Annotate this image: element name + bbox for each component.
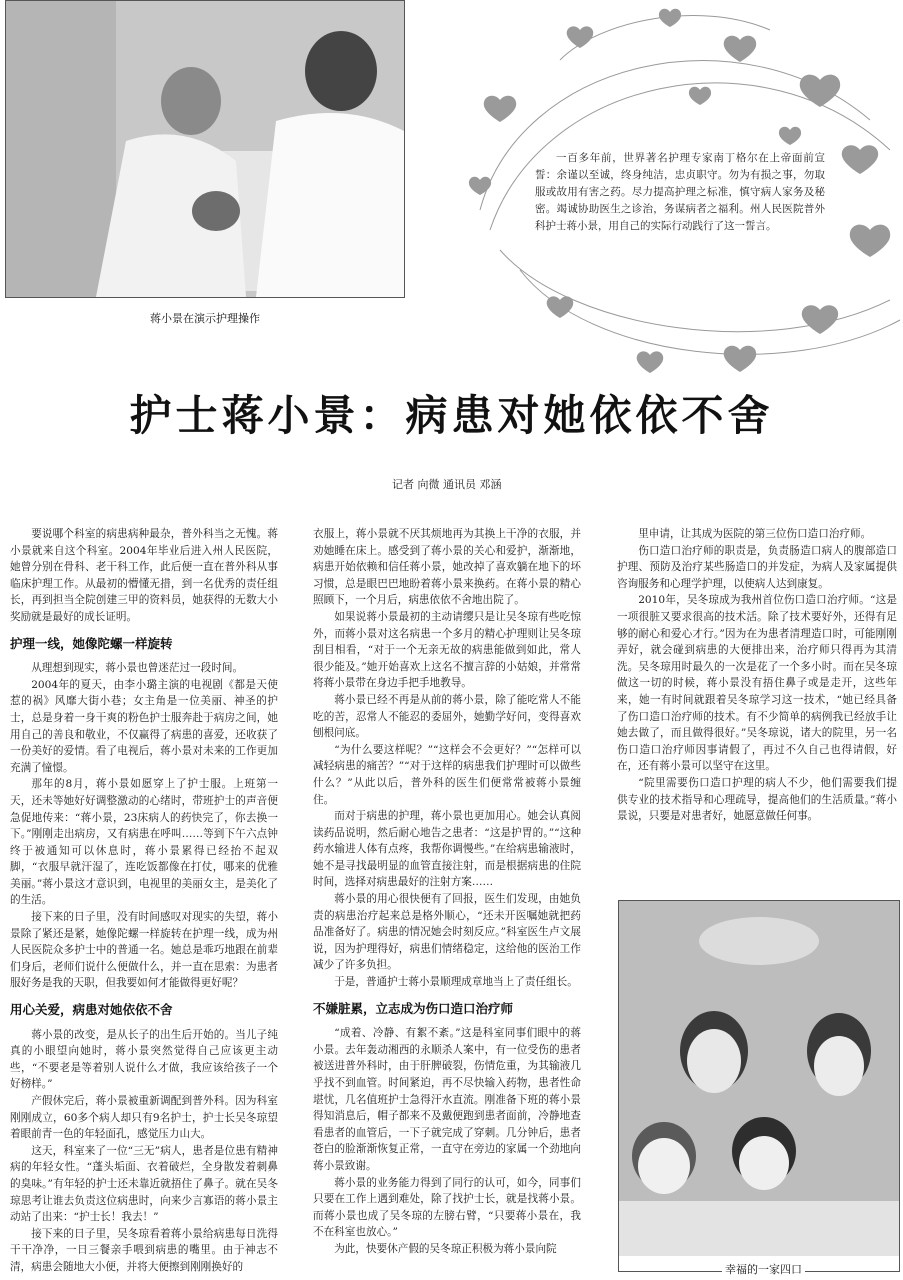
nightingale-oath-intro: 一百多年前，世界著名护理专家南丁格尔在上帝面前宣誓：余谨以至诚，终身纯洁，忠贞职守。勿为有损之事，勿取服或故用有害之药。尽力提高护理之标准，慎守病人家务及秘密。竭诚协助医生之诊治，务谋病者之福利。州人民医院普外科护士蒋小景，用自己的实际行动践行了这一誓言。 xyxy=(535,152,825,232)
nurse-demo-photo-caption: 蒋小景在演示护理操作 xyxy=(150,312,260,325)
paragraph: 伤口造口治疗师的职责是，负责肠造口病人的腹部造口护理、预防及治疗某些肠造口的并发症，为病人及家属提供咨询服务和心理学护理，以使病人达到康复。 xyxy=(617,544,897,590)
paragraph: 如果说蒋小景最初的主动请缨只是让吴冬琼有些吃惊外，而蒋小景对这名病患一个多月的精心护理则让吴冬琼刮目相看，“对于一个无亲无故的病患能做到如此，常人很少能及。”她开始喜欢上这名不擅言辞的小姑娘，并常常将蒋小景带在身边手把手地教导。 xyxy=(313,610,581,690)
section-heading: 不嫌脏累，立志成为伤口造口治疗师 xyxy=(313,1000,514,1016)
section-heading: 护理一线，她像陀螺一样旋转 xyxy=(10,635,173,651)
article-byline: 记者 向微 通讯员 邓涵 xyxy=(392,478,502,491)
article-column-2 xyxy=(313,526,581,1258)
family-photo xyxy=(618,900,900,1272)
paragraph: 产假休完后，蒋小景被重新调配到普外科。因为科室刚刚成立，60多个病人却只有9名护士，护士长吴冬琼望着眼前青一色的年轻面孔，感觉压力山大。 xyxy=(10,1095,278,1141)
paragraph: 要说哪个科室的病患病种最杂，普外科当之无愧。蒋小景就来自这个科室。2004年毕业后进入州人民医院，她曾分别在骨科、老干科工作，此后便一直在普外科从事临床护理工作。从最初的懵懂无措，到一名优秀的责任组长，再到担当全院创建三甲的资料员，她获得的无数大小奖励就是最好的成长证明。 xyxy=(10,528,278,623)
article-column-3 xyxy=(617,526,897,825)
paragraph: 接下来的日子里，吴冬琼看着蒋小景给病患每日洗得干干净净，一日三餐亲手喂到病患的嘴里。由于神志不清，病患会随地大小便，并将大便擦到刚刚换好的 xyxy=(10,1227,278,1273)
family-illustration xyxy=(619,901,899,1271)
paragraph: 蒋小景的改变，是从长子的出生后开始的。当儿子纯真的小眼望向她时，蒋小景突然觉得自己应该更主动些，“不要老是等着别人说什么才做，我应该给孩子一个好榜样。” xyxy=(10,1028,278,1091)
paragraph: 蒋小景的用心很快便有了回报，医生们发现，由她负责的病患治疗起来总是格外顺心，“还未开医嘱她就把药品准备好了。病患的情况她会时刻反应。”科室医生卢文展说，因为护理得好，病患们情绪稳定，这给他的医治工作减少了许多负担。 xyxy=(313,893,581,972)
paragraph: 为此，快要休产假的吴冬琼正积极为蒋小景向院 xyxy=(334,1242,557,1255)
paragraph: 那年的8月，蒋小景如愿穿上了护士服。上班第一天，还未等她好好调整激动的心绪时，带班护士的声音便急促地传来：“蒋小景，23床病人的药快完了，你去换一下。”刚刚走出病房，又有病患在呼叫……等到下午六点钟终于被通知可以休息时，蒋小景累得已经抬不起双脚，“衣服早就汗湿了，连吃饭都像在打仗，哪来的优雅美丽。”蒋小景这才意识到，电视里的美丽女主，是美化了的生活。 xyxy=(10,778,278,907)
paragraph: 接下来的日子里，没有时间感叹对现实的失望，蒋小景除了紧还是紧，她像陀螺一样旋转在护理一线，成为州人民医院众多护士中的普通一名。她总是乖巧地跟在前辈们身后，老师们说什么便做什么，并一直在思索：为患者服好务是我的天职，但我要如何才能做得更好呢？ xyxy=(10,911,278,990)
paragraph: 蒋小景的业务能力得到了同行的认可，如今，同事们只要在工作上遇到难处，除了找护士长，就是找蒋小景。而蒋小景也成了吴冬琼的左膀右臂，“只要蒋小景在，我不在科室也放心。” xyxy=(313,1176,581,1239)
paragraph: 于是，普通护士蒋小景顺理成章地当上了责任组长。 xyxy=(334,976,578,989)
paragraph: 2010年，吴冬琼成为我州首位伤口造口治疗师。“这是一项很脏又要求很高的技术活。除了技术要好外，还得有足够的耐心和爱心才行。”因为在为患者清理造口时，可能刚刚弄好，就会碰到病患的大便排出来，治疗师只得再为其清洗。吴冬琼用时最久的一次是花了一个多小时。而在吴冬琼做这一切的时候，蒋小景没有捂住鼻子或是走开，这些年来，她一有时间就跟着吴冬琼学习这一技术，“她已经具备了伤口造口治疗师的技术。有不少简单的病例我已经放手让她去做了，而且做得很好。”吴冬琼说，诸大的院里，另一名伤口造口治疗师因事请假了，再过不久自己也得请假，好在，还有蒋小景可以坚守在这里。 xyxy=(617,594,897,773)
paragraph: “为什么要这样呢？”“这样会不会更好？”“怎样可以减轻病患的痛苦？”“对于这样的病患我们护理时可以做些什么？”从此以后，普外科的医生们便常常被蒋小景缠住。 xyxy=(313,743,581,806)
family-photo-caption: 幸福的一家四口 xyxy=(722,1261,805,1277)
paragraph: 而对于病患的护理，蒋小景也更加用心。她会认真阅读药品说明，然后耐心地告之患者：“这是护胃的。”“这种药水输进人体有点疼，我帮你调慢些。”在给病患输液时，她不是寻找最明显的血管直接注射，而是根据病患的住院时间，选择对病患最好的注射方案…… xyxy=(313,810,581,889)
paragraph: 这天，科室来了一位“三无”病人，患者是位患有精神病的年轻女性。“蓬头垢面、衣着破烂，全身散发着刺鼻的臭味。”有年轻的护士还未靠近就捂住了鼻子。就在吴冬琼思考让谁去负责这位病患时，向来少言寡语的蒋小景主动站了出来：“护士长！我去！” xyxy=(10,1144,278,1224)
paragraph: 蒋小景已经不再是从前的蒋小景，除了能吃常人不能吃的苦，忍常人不能忍的委屈外，她勤学好问，变得喜欢刨根问底。 xyxy=(313,693,581,740)
nurse-demo-photo xyxy=(5,0,405,298)
paragraph: “院里需要伤口造口护理的病人不少，他们需要我们提供专业的技术指导和心理疏导，提高他们的生活质量。”蒋小景说，只要是对患者好，她愿意做任何事。 xyxy=(617,776,897,823)
nurse-demo-illustration xyxy=(6,1,404,297)
paragraph: 从理想到现实，蒋小景也曾迷茫过一段时间。 xyxy=(31,662,244,675)
paragraph: 2004年的夏天，由李小璐主演的电视剧《都是天使惹的祸》风靡大街小巷；女主角是一位美丽、神圣的护士，总是身着一身干爽的粉色护士服奔赴于病房之间，她用自己的善良和敬业，不仅赢得了病患的喜爱，还收获了一份美好的爱情。看了电视后，蒋小景对未来的工作更加充满了憧憬。 xyxy=(10,678,278,774)
section-heading: 用心关爱，病患对她依依不舍 xyxy=(10,1002,173,1018)
paragraph: 衣服上，蒋小景就不厌其烦地再为其换上干净的衣服，并劝她睡在床上。感受到了蒋小景的关心和爱护，渐渐地，病患开始依赖和信任蒋小景，她改掉了喜欢躺在地下的坏习惯，总是眼巴巴地盼着蒋小景来换药。在蒋小景的精心照顾下，一个月后，病患依依不舍地出院了。 xyxy=(313,528,581,607)
article-title: 护士蒋小景：病患对她依依不舍 xyxy=(129,391,774,440)
paragraph: 里申请，让其成为医院的第三位伤口造口治疗师。 xyxy=(638,528,872,540)
article-column-1 xyxy=(10,526,278,1276)
paragraph: “成着、冷静、有絮不紊。”这是科室同事们眼中的蒋小景。去年轰动湘西的永顺杀人案中，有一位受伤的患者被送进普外科时，由于肝脾破裂，伤情危重，为其输液几乎找不到血管。时间紧迫，再不尽快输入药物，患者性命堪忧，几名值班护士急得汗水直流。刚准备下班的蒋小景得知消息后，帽子都来不及戴便跑到患者面前，冷静地查看患者的血管后，一下子就完成了穿刺。几分钟后，患者苍白的脸渐渐恢复正常，一直守在旁边的家属一个劲地向蒋小景致谢。 xyxy=(313,1027,581,1172)
